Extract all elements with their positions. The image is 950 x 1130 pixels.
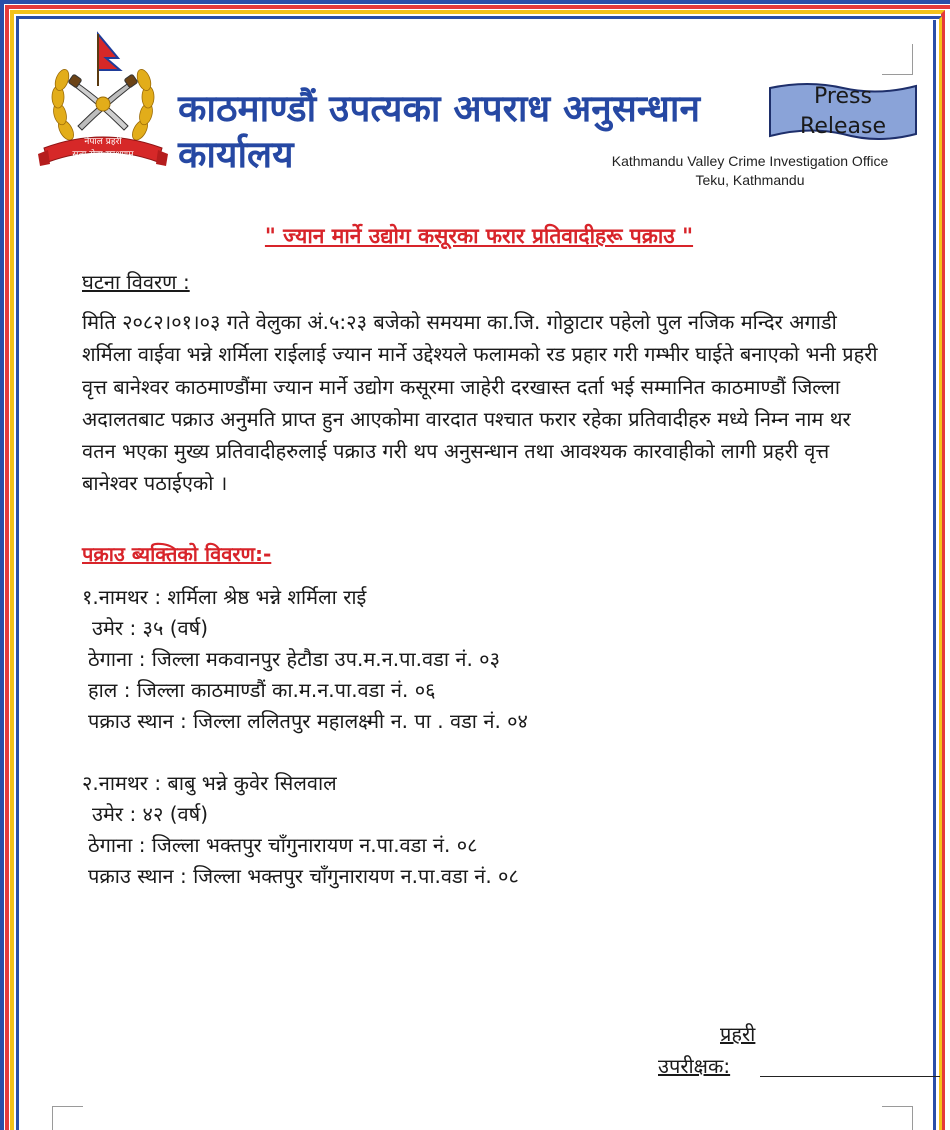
crop-mark-top-right (882, 44, 913, 75)
emblem-banner-top: नेपाल प्रहरी (84, 137, 122, 147)
person-1-current-address: हाल : जिल्ला काठमाण्डौं का.म.न.पा.वडा नं. ०६ (88, 678, 436, 702)
person-2-age: उमेर : ४२ (वर्ष) (92, 802, 208, 826)
incident-label: घटना विवरण : (82, 270, 190, 294)
crop-mark-bottom-right (882, 1106, 913, 1130)
incident-text: मिति २०८२।०१।०३ गते वेलुका अं.५:२३ बजेको समयमा का.जि. गोठ्ठाटार पहेलो पुल नजिक मन्दिर अगाडी शर्मिला वाईवा भन्ने शर्मिला राईलाई ज्यान मार्ने उद्देश्यले फलामको रड प्रहार गरी गम्भीर घाईते बनाएको भनी प्रहरी वृत्त बानेश्वर काठमाण्डौंमा ज्यान मार्ने उद्योग कसूरमा जाहेरी दरखास्त दर्ता भई सम्मानित काठमाण्डौं जिल्ला अदालतबाट पक्राउ अनुमति प्राप्त हुन आएकोमा वारदात पश्चात फरार रहेका प्रतिवादीहरु मध्ये निम्न नाम थर वतन भएका मुख्य प्रतिवादीहरुलाई पक्राउ गरी थप अनुसन्धान तथा आवश्यक कारवाहीको लागी प्रहरी वृत्त बानेश्वर पठाईएको । (82, 310, 878, 496)
person-2-details (82, 768, 519, 892)
person-2-name: २.नामथर : बाबु भन्ने कुवेर सिलवाल (82, 771, 337, 795)
office-title-line1: काठमाण्डौं उपत्यका अपराध अनुसन्धान (178, 87, 700, 130)
person-2-arrest-place: पक्राउ स्थान : जिल्ला भक्तपुर चाँगुनारायण न.पा.वडा नं. ०८ (88, 864, 519, 888)
person-1-name: १.नामथर : शर्मिला श्रेष्ठ भन्ने शर्मिला राई (82, 585, 367, 609)
person-2-address: ठेगाना : जिल्ला भक्तपुर चाँगुनारायण न.पा.वडा नं. ०८ (88, 833, 478, 857)
office-english-name (560, 152, 910, 190)
person-1-age: उमेर : ३५ (वर्ष) (92, 616, 208, 640)
signature-title-line2: उपरीक्षक: (658, 1054, 731, 1078)
person-1-arrest-place: पक्राउ स्थान : जिल्ला ललितपुर महालक्ष्मी न. पा . वडा नं. ०४ (88, 709, 528, 733)
emblem-banner-bottom: सत्य सेवा सुरक्षणम् (72, 150, 134, 160)
arrest-details-label: पक्राउ ब्यक्तिको विवरण:- (82, 542, 272, 566)
press-line2: Release (800, 114, 886, 139)
signature-title-line1: प्रहरी (720, 1022, 756, 1046)
headline: " ज्यान मार्ने उद्योग कसूरका फरार प्रतिवादीहरू पक्राउ " (264, 224, 694, 248)
press-line1: Press (814, 84, 872, 109)
person-1-details (82, 582, 528, 737)
office-en-line2: Teku, Kathmandu (695, 172, 805, 188)
nepal-police-emblem-icon (36, 30, 170, 180)
press-release-label (768, 82, 918, 142)
office-en-line1: Kathmandu Valley Crime Investigation Office (611, 153, 889, 169)
office-title-line2: कार्यालय (178, 133, 294, 177)
person-1-address: ठेगाना : जिल्ला मकवानपुर हेटौडा उप.म.न.पा.वडा नं. ०३ (88, 647, 500, 671)
signature-line (760, 1076, 940, 1077)
crop-mark-bottom-left (52, 1106, 83, 1130)
